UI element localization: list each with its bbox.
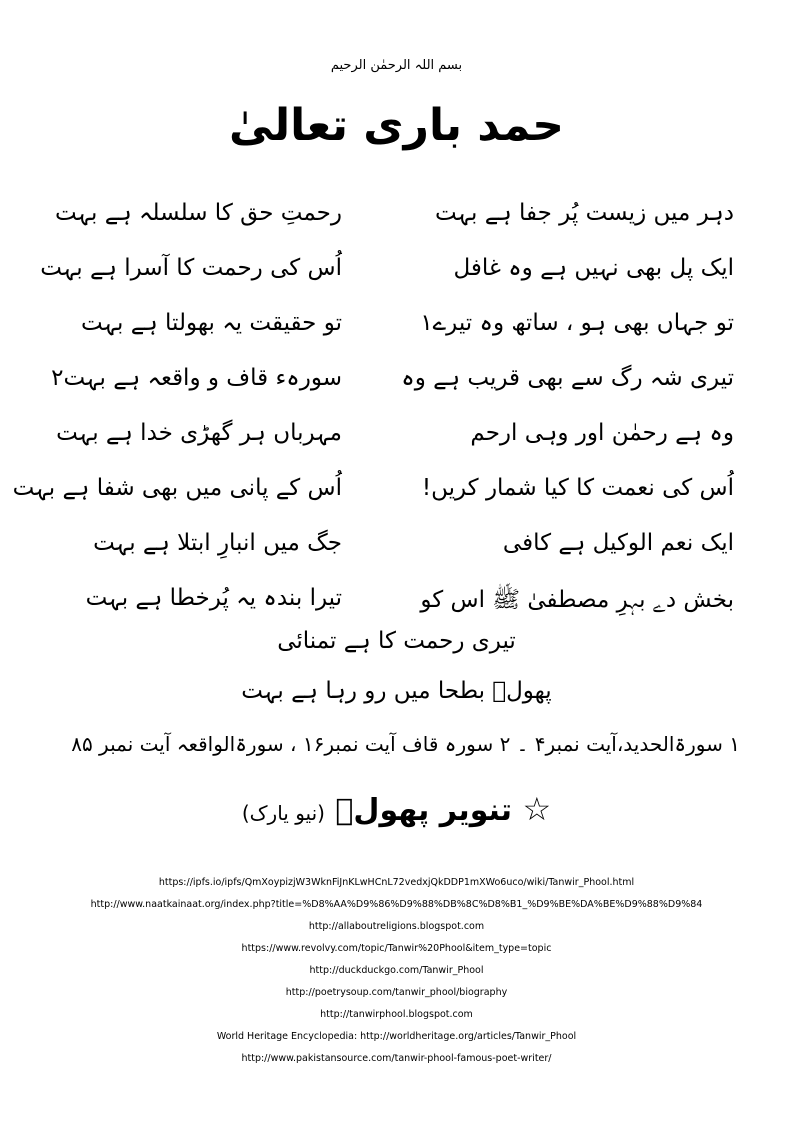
- author-name: تنویر پھولؔ: [335, 793, 513, 828]
- couplets: [12, 192, 740, 632]
- couplet-first-line: اُس کی نعمت کا کیا شمار کریں!: [421, 475, 734, 501]
- bismillah: بسم اللہ الرحمٰن الرحیم: [330, 58, 463, 73]
- couplet: [54, 192, 740, 247]
- couplet: [56, 412, 740, 467]
- reference-link: http://duckduckgo.com/Tanwir_Phool: [309, 965, 484, 976]
- couplet-second-line: تو حقیقت یہ بھولتا ہے بہت: [81, 310, 342, 336]
- reference-links: [0, 872, 793, 1070]
- reference-link: http://www.pakistansource.com/tanwir-phool-famous-poet-writer/: [241, 1053, 552, 1064]
- reference-link: http://poetrysoup.com/tanwir_phool/biography: [285, 987, 508, 998]
- couplet-first-line: ایک نعم الوکیل ہے کافی: [502, 530, 734, 556]
- reference-link: http://allaboutreligions.blogspot.com: [308, 921, 485, 932]
- couplet-first-line: دہر میں زیست پُر جفا ہے بہت: [434, 200, 734, 226]
- couplet-second-line: سورہء قاف و واقعہ ہے بہت۲: [51, 365, 342, 391]
- couplet-second-line: جگ میں انبارِ ابتلا ہے بہت: [93, 530, 342, 556]
- couplet-first-line: تو جہاں بھی ہو ، ساتھ وہ تیرے۱: [420, 310, 734, 336]
- reference-link: World Heritage Encyclopedia: http://worldheritage.org/articles/Tanwir_Phool: [216, 1031, 577, 1042]
- closing-line-1: تیری رحمت کا ہے تمنائی: [277, 628, 516, 654]
- couplet-first-line: ایک پل بھی نہیں ہے وہ غافل: [453, 255, 734, 281]
- couplet-second-line: اُس کے پانی میں بھی شفا ہے بہت: [12, 475, 342, 501]
- couplet: [60, 522, 740, 577]
- reference-link: http://www.naatkainaat.org/index.php?title=%D8%AA%D9%86%D9%88%DB%8C%D8%B1_%D9%BE%DA%BE%D9%88%D9%84: [90, 899, 703, 910]
- couplet-second-line: مہرباں ہر گھڑی خدا ہے بہت: [56, 420, 342, 446]
- couplet-first-line: بخش دے بہرِ مصطفیٰ ﷺ اس کو: [420, 587, 734, 613]
- couplet: [12, 467, 740, 522]
- couplet-second-line: تیرا بندہ یہ پُرخطا ہے بہت: [85, 585, 342, 611]
- couplet-second-line: اُس کی رحمت کا آسرا ہے بہت: [40, 255, 342, 281]
- closing-line-2: پھولؔ بطحا میں رو رہا ہے بہت: [241, 678, 552, 704]
- reference-link: http://tanwirphool.blogspot.com: [320, 1009, 473, 1020]
- couplet-second-line: رحمتِ حق کا سلسلہ ہے بہت: [54, 200, 342, 226]
- couplet-first-line: تیری شہ رگ سے بھی قریب ہے وہ: [401, 365, 734, 391]
- couplet: [60, 302, 740, 357]
- author-signature: [0, 790, 793, 828]
- footnote-references: ۱ سورۃالحدید،آیت نمبر۴ ۔ ۲ سورہ قاف آیت نمبر۱۶ ، سورۃالواقعہ آیت نمبر ۸۵: [71, 732, 740, 756]
- reference-link: https://www.revolvy.com/topic/Tanwir%20Phool&item_type=topic: [241, 943, 552, 954]
- couplet: [40, 247, 740, 302]
- author-location: (نیو یارک): [241, 801, 325, 825]
- poem-title: حمد باری تعالیٰ: [229, 100, 564, 151]
- star-icon: ☆: [522, 790, 552, 828]
- couplet: [51, 357, 740, 412]
- couplet: [60, 577, 740, 632]
- reference-link: https://ipfs.io/ipfs/QmXoypizjW3WknFiJnKLwHCnL72vedxjQkDDP1mXWo6uco/wiki/Tanwir_Phool.html: [158, 877, 635, 888]
- couplet-first-line: وہ ہے رحمٰن اور وہی ارحم: [470, 420, 734, 446]
